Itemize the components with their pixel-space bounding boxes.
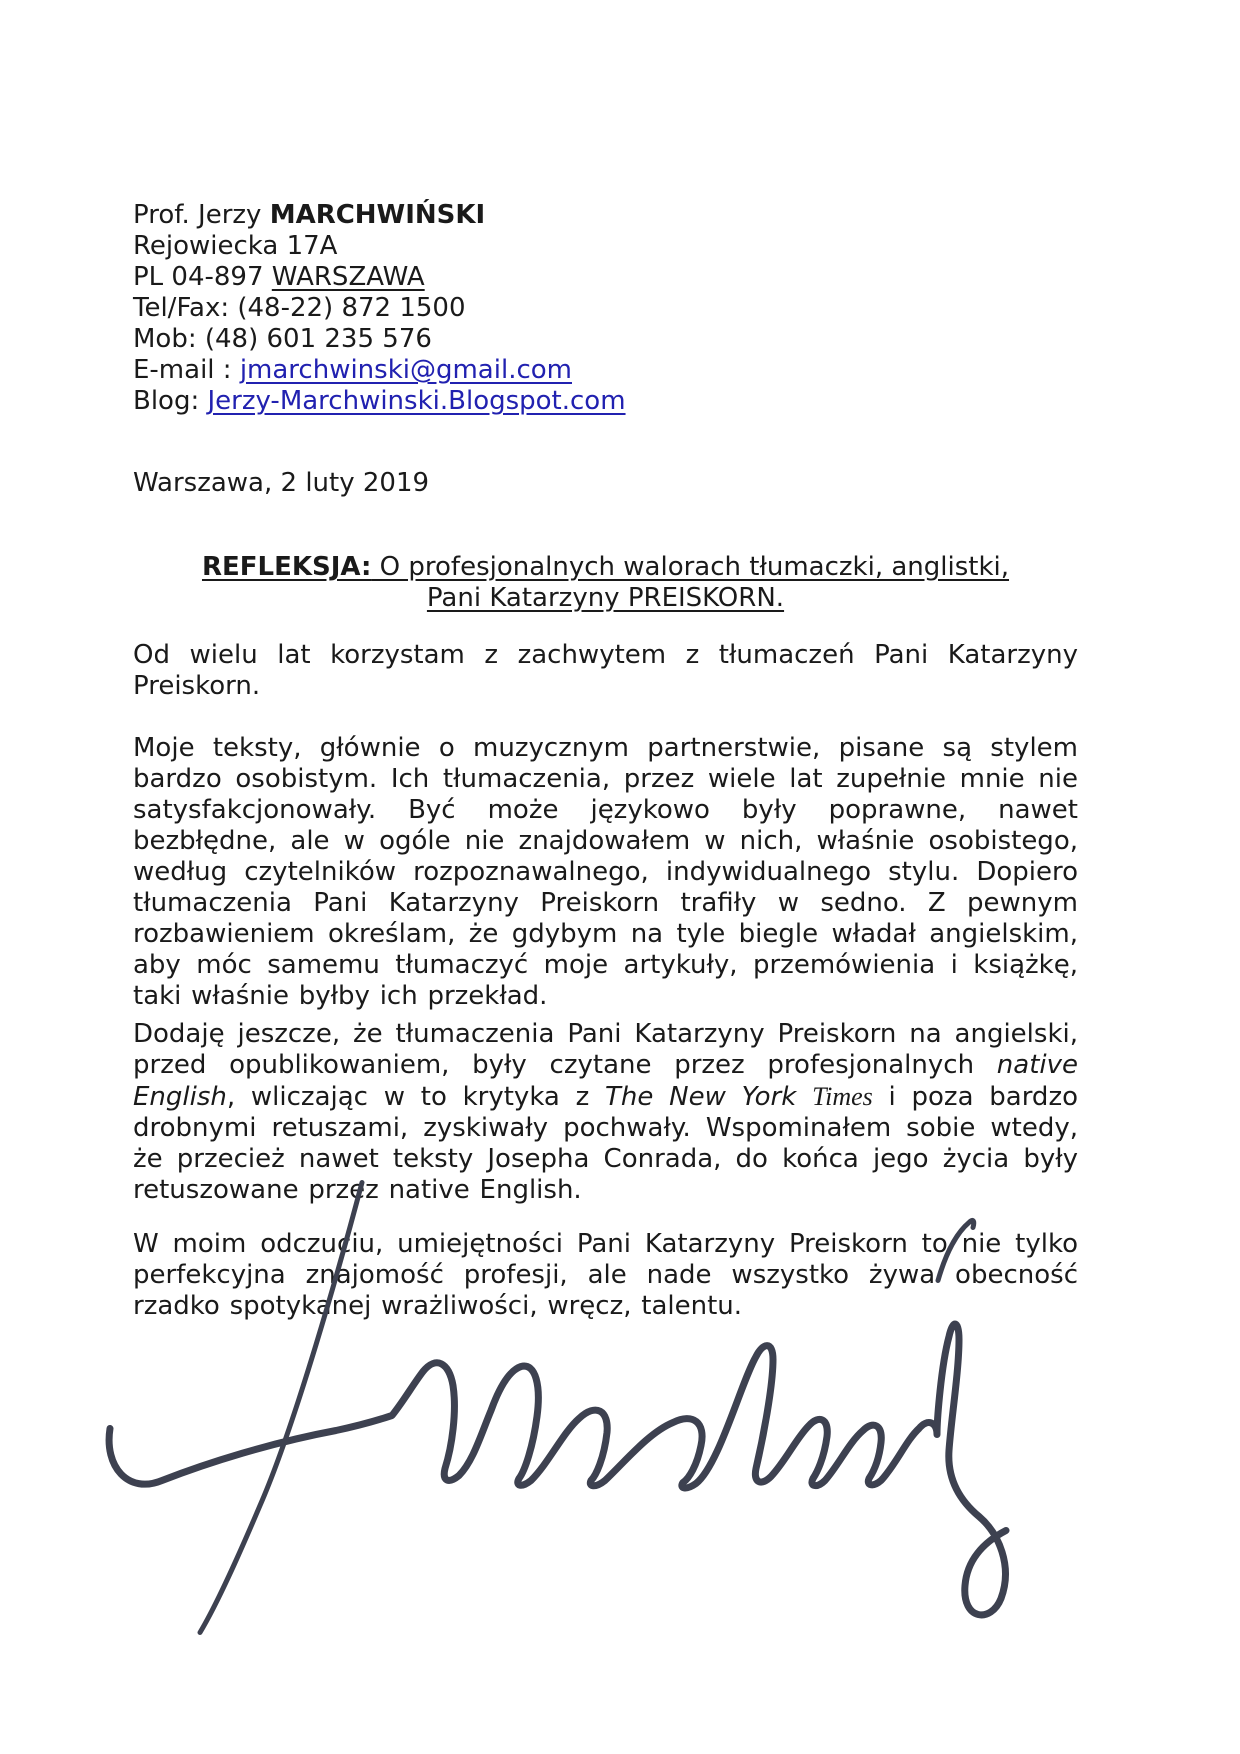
text-run: [796, 1082, 812, 1112]
text-run: REFLEKSJA:: [201, 552, 372, 582]
date-line: Warszawa, 2 luty 2019: [133, 468, 430, 498]
sender-name-line: [133, 200, 1093, 231]
text-run: Pani Katarzyny PREISKORN.: [426, 583, 785, 613]
paragraph-1: [133, 640, 1078, 702]
text-run: , wliczając w to krytyka z: [226, 1082, 606, 1112]
text-run: native English: [133, 1050, 1078, 1112]
text-run: Prof. Jerzy: [133, 200, 270, 230]
text-run: O profesjonalnych walorach tłumaczki, anglistki,: [371, 552, 1010, 582]
text-run: Times: [812, 1082, 873, 1111]
text-run: Tel/Fax: (48-22) 872 1500: [133, 293, 466, 323]
text-run: MARCHWIŃSKI: [269, 200, 486, 230]
sender-blog-line: [133, 386, 1093, 417]
paragraph-3: [133, 1019, 1078, 1206]
text-run: PL 04-897: [133, 262, 272, 292]
subject-line-2: [133, 583, 1078, 614]
paragraph-4: [133, 1229, 1078, 1322]
sender-email-line: [133, 355, 1093, 386]
sender-info-block: [133, 200, 1093, 417]
text-run: Mob: (48) 601 235 576: [133, 324, 432, 354]
text-run: E-mail :: [133, 355, 240, 385]
text-run: Moje teksty, głównie o muzycznym partnerstwie, pisane są stylem bardzo osobistym. Ich tłumaczenia, przez wiele lat zupełnie mnie nie satysfakcjonowały. Być może językowo były poprawne, nawet bezbłędne, ale w ogóle nie znajdowałem w nich, właśnie osobistego, według czytelników rozpoznawalnego, indywidualnego stylu. Dopiero tłumaczenia Pani Katarzyny Preiskorn trafiły w sedno. Z pewnym rozbawieniem określam, że gdybym na tyle biegle władał angielskim, aby móc samemu tłumaczyć moje artykuły, przemówienia i książkę, taki właśnie byłby ich przekład.: [133, 733, 1078, 1011]
text-run: Rejowiecka 17A: [133, 231, 338, 261]
subject-line-1: [133, 552, 1078, 583]
sender-city-line: [133, 262, 1093, 293]
text-run: Od wielu lat korzystam z zachwytem z tłumaczeń Pani Katarzyny Preiskorn.: [133, 640, 1078, 701]
text-run: The New York: [605, 1082, 797, 1112]
text-run: Dodaję jeszcze, że tłumaczenia Pani Katarzyny Preiskorn na angielski, przed opublikowaniem, były czytane przez profesjonalnych: [133, 1019, 1078, 1080]
subject-block: [133, 552, 1078, 614]
paragraph-2: [133, 733, 1078, 1012]
sender-mobile-line: [133, 324, 1093, 355]
text-run: W moim odczuciu, umiejętności Pani Katarzyny Preiskorn to nie tylko perfekcyjna znajomość profesji, ale nade wszystko żywa obecność rzadko spotykanej wrażliwości, wręcz, talentu.: [133, 1229, 1078, 1321]
blog-link[interactable]: Jerzy-Marchwinski.Blogspot.com: [207, 386, 626, 416]
text-run: Blog:: [133, 386, 208, 416]
sender-telfax-line: [133, 293, 1093, 324]
email-link[interactable]: jmarchwinski@gmail.com: [239, 355, 572, 385]
text-run: i poza bardzo drobnymi retuszami, zyskiwały pochwały. Wspominałem sobie wtedy, że przecież nawet teksty Josepha Conrada, do końca jego życia były retuszowane przez native English.: [133, 1082, 1078, 1205]
text-run: WARSZAWA: [271, 262, 425, 292]
sender-street-line: [133, 231, 1093, 262]
